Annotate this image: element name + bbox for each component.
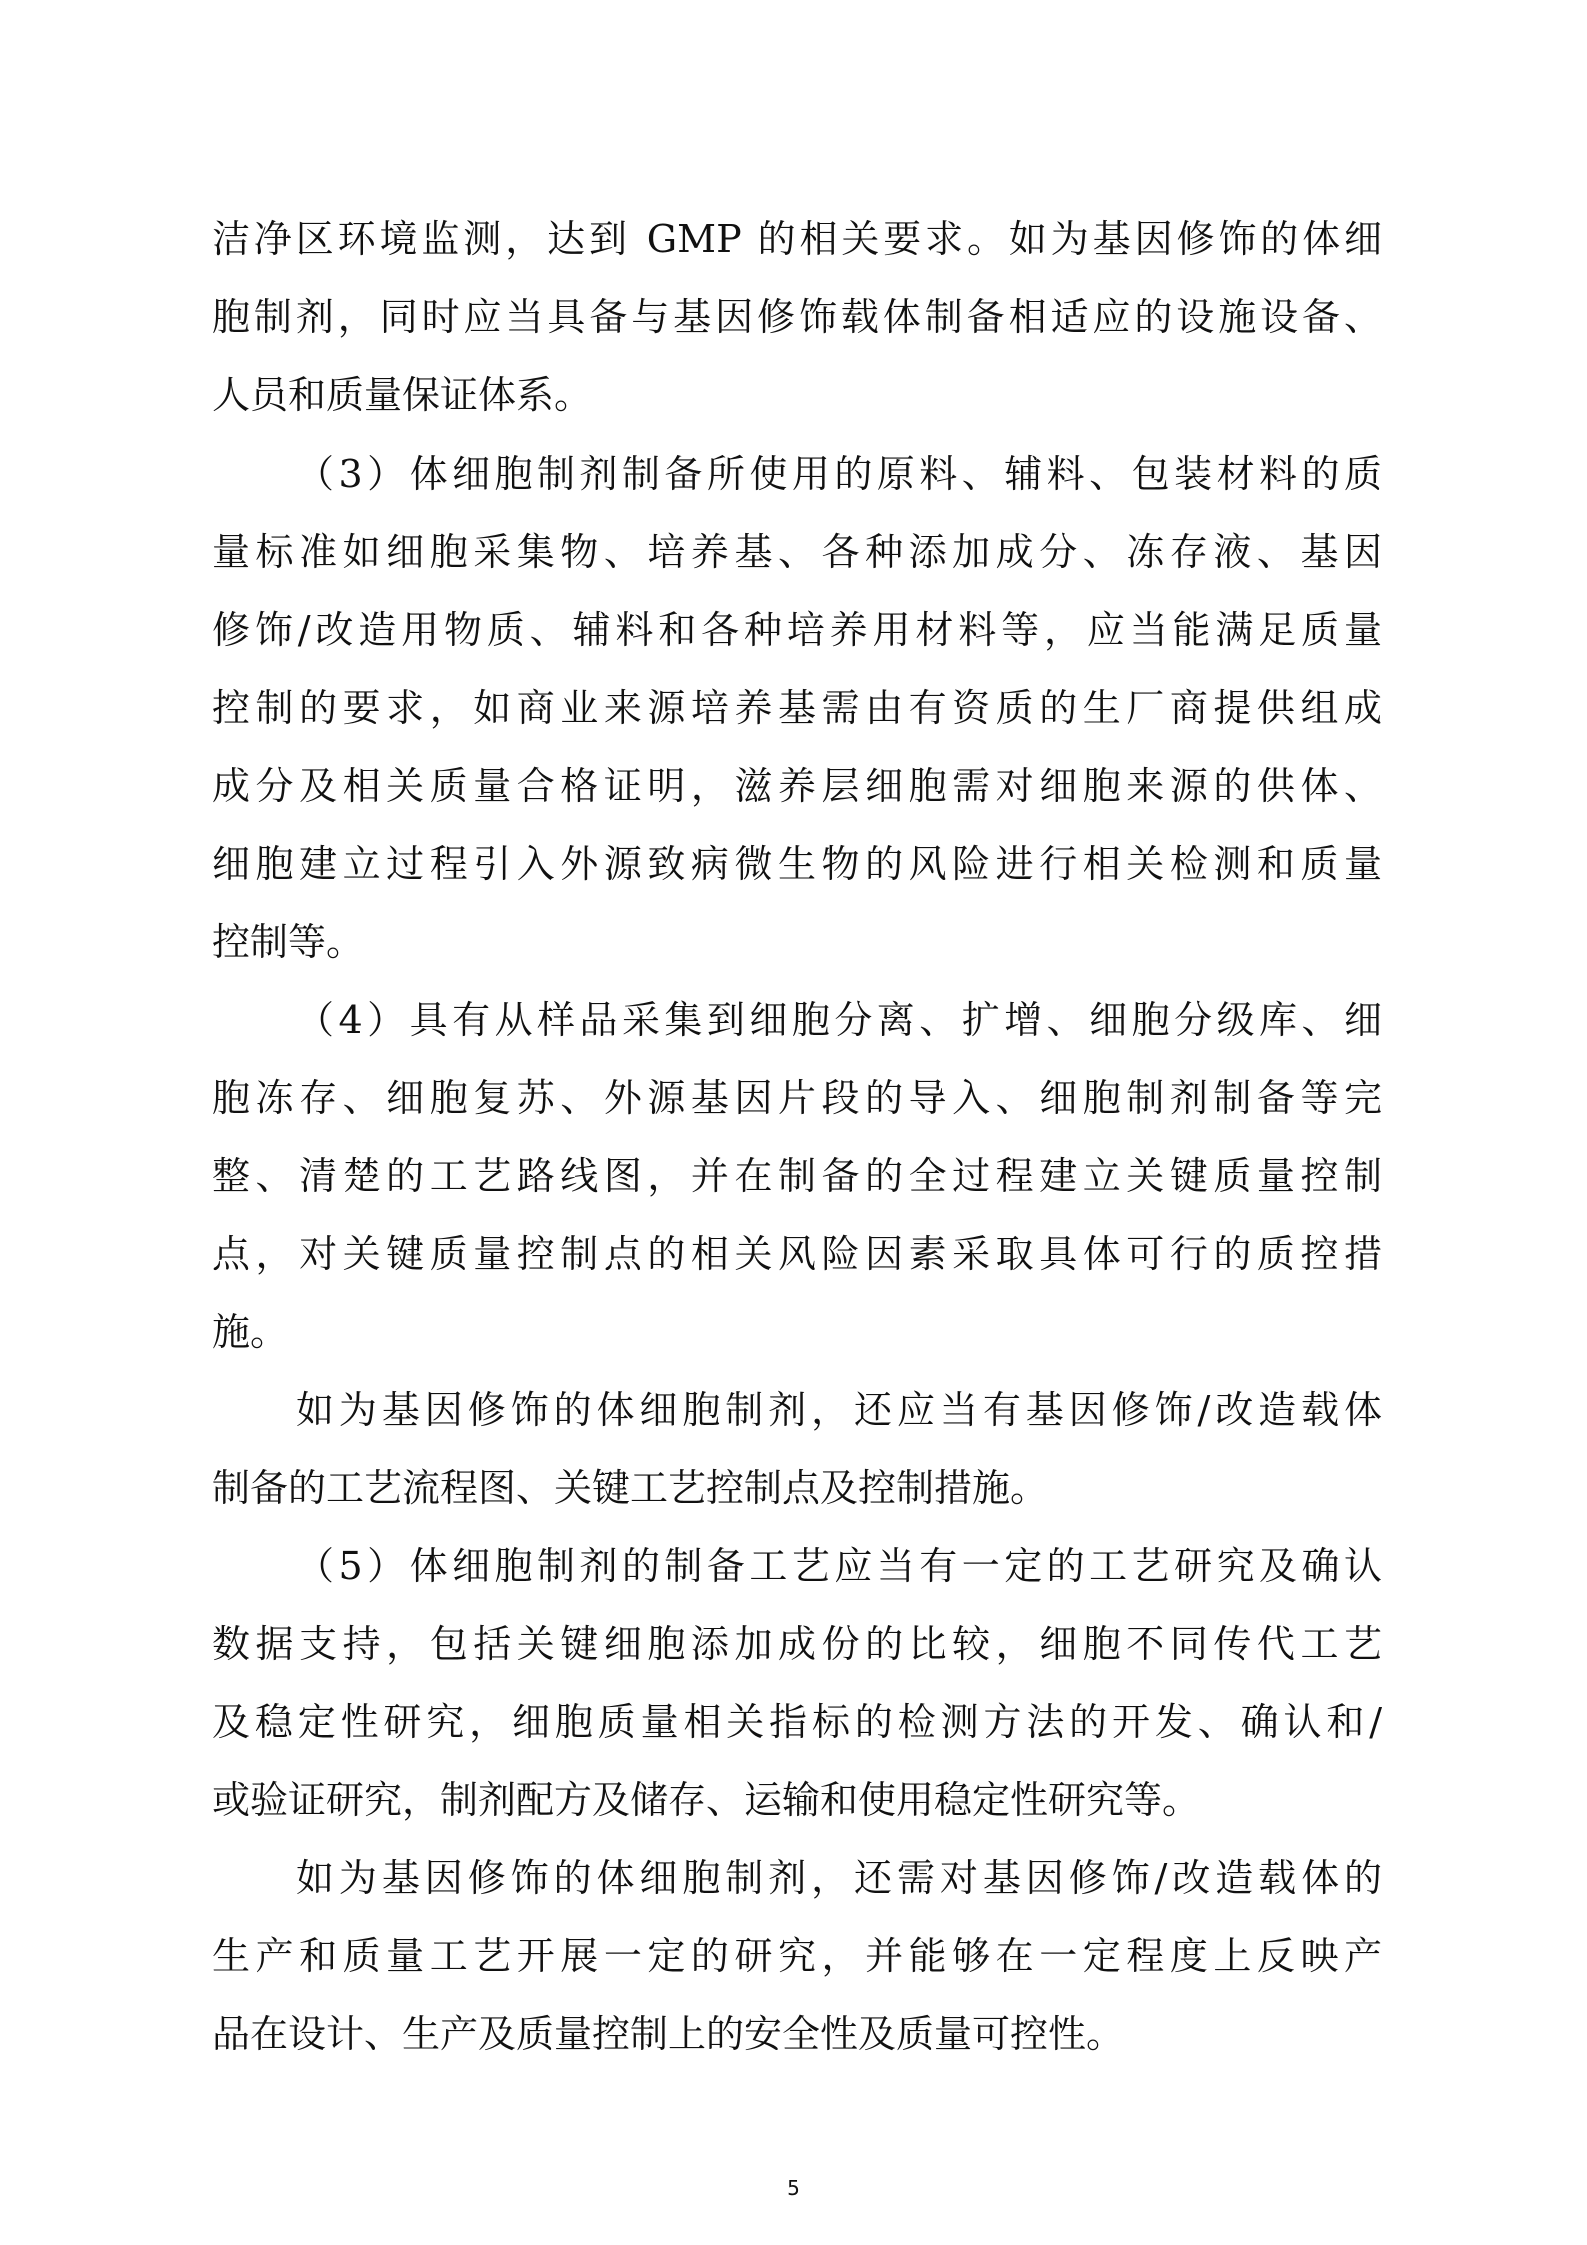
text-line: 生产和质量工艺开展一定的研究，并能够在一定程度上反映产 xyxy=(212,1934,1382,1978)
text-line: 量标准如细胞采集物、培养基、各种添加成分、冻存液、基因 xyxy=(212,530,1382,574)
text-line: 洁净区环境监测，达到 GMP 的相关要求。如为基因修饰的体细 xyxy=(212,217,1382,261)
text-line: 胞制剂，同时应当具备与基因修饰载体制备相适应的设施设备、 xyxy=(212,295,1382,339)
text-line: 修饰/改造用物质、辅料和各种培养用材料等，应当能满足质量 xyxy=(212,608,1382,652)
text-line: 品在设计、生产及质量控制上的安全性及质量可控性。 xyxy=(212,2012,1125,2056)
text-line: 控制的要求，如商业来源培养基需由有资质的生厂商提供组成 xyxy=(212,686,1382,730)
text-line: 如为基因修饰的体细胞制剂，还需对基因修饰/改造载体的 xyxy=(296,1856,1382,1900)
text-line: 点，对关键质量控制点的相关风险因素采取具体可行的质控措 xyxy=(212,1232,1382,1276)
text-line: 人员和质量保证体系。 xyxy=(212,373,593,417)
page-number: 5 xyxy=(787,2176,800,2200)
text-line: 或验证研究，制剂配方及储存、运输和使用稳定性研究等。 xyxy=(212,1778,1201,1822)
text-line: 制备的工艺流程图、关键工艺控制点及控制措施。 xyxy=(212,1466,1049,1510)
text-line: 及稳定性研究，细胞质量相关指标的检测方法的开发、确认和/ xyxy=(212,1700,1382,1744)
text-line: 如为基因修饰的体细胞制剂，还应当有基因修饰/改造载体 xyxy=(296,1388,1382,1432)
text-line: 细胞建立过程引入外源致病微生物的风险进行相关检测和质量 xyxy=(212,842,1382,886)
text-line: （5）体细胞制剂的制备工艺应当有一定的工艺研究及确认 xyxy=(296,1544,1382,1588)
text-line: 整、清楚的工艺路线图，并在制备的全过程建立关键质量控制 xyxy=(212,1154,1382,1198)
text-line: 胞冻存、细胞复苏、外源基因片段的导入、细胞制剂制备等完 xyxy=(212,1076,1382,1120)
text-line: 数据支持，包括关键细胞添加成份的比较，细胞不同传代工艺 xyxy=(212,1622,1382,1666)
text-line: 控制等。 xyxy=(212,920,365,964)
text-line: 施。 xyxy=(212,1310,289,1354)
text-line: 成分及相关质量合格证明，滋养层细胞需对细胞来源的供体、 xyxy=(212,764,1382,808)
text-line: （3）体细胞制剂制备所使用的原料、辅料、包装材料的质 xyxy=(296,452,1382,496)
text-line: （4）具有从样品采集到细胞分离、扩增、细胞分级库、细 xyxy=(296,998,1382,1042)
